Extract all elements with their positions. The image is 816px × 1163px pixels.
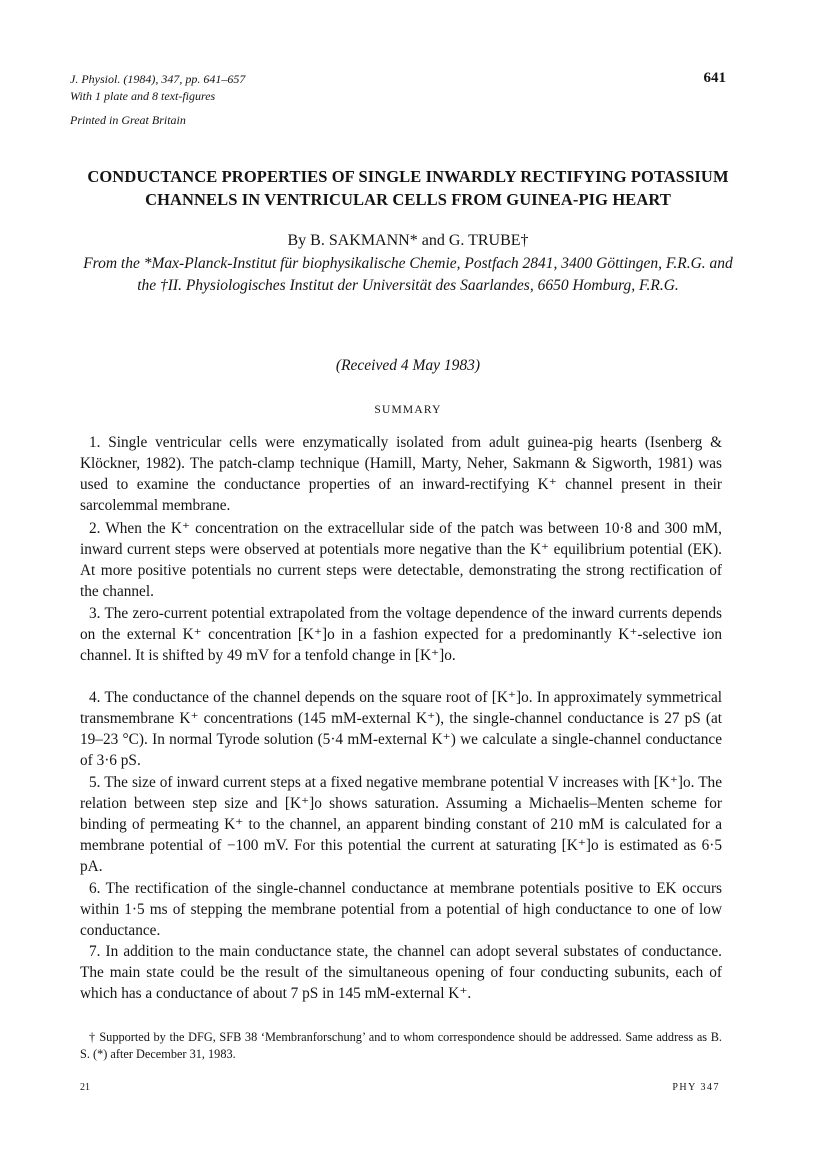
footnote: † Supported by the DFG, SFB 38 ‘Membranforschung’ and to whom correspondence should be addressed. Same address as B. S. (*) after December 31, 1983. — [80, 1030, 722, 1061]
author-affiliation: From the *Max-Planck-Institut für biophysikalische Chemie, Postfach 2841, 3400 Göttingen, F.R.G. and the †II. Physiologisches Institut der Universität des Saarlandes, 6650 Homburg, F.R.G. — [83, 255, 733, 294]
received-date: (Received 4 May 1983) — [335, 357, 481, 374]
printed-in-note: Printed in Great Britain — [70, 113, 186, 127]
author-line — [0, 232, 816, 250]
summary-paragraph-4: 4. The conductance of the channel depends on the square root of [K⁺]o. In approximately symmetrical transmembrane K⁺ concentrations (145 mM-external K⁺), the single-channel conductance is 27 pS (at 19–23 °C). In normal Tyrode solution (5·4 mM-external K⁺) we calculate a single-channel conductance of 3·6 pS. — [80, 689, 722, 769]
article-title: CONDUCTANCE PROPERTIES OF SINGLE INWARDLY RECTIFYING POTASSIUM CHANNELS IN VENTRICULAR CELLS FROM GUINEA-PIG HEART — [87, 167, 729, 209]
footer-signature-number: 21 — [80, 1082, 90, 1093]
summary-paragraph-7: 7. In addition to the main conductance state, the channel can adopt several substates of conductance. The main state could be the result of the simultaneous opening of four conducting subunits, each of which has a conductance of about 7 pS in 145 mM-external K⁺. — [80, 943, 722, 1002]
summary-paragraph-2: 2. When the K⁺ concentration on the extracellular side of the patch was between 10·8 and 300 mM, inward current steps were observed at potentials more negative than the K⁺ equilibrium potential (EK). At more positive potentials no current steps were detectable, demonstrating the strong rectification of the channel. — [80, 520, 722, 600]
summary-heading: SUMMARY — [374, 404, 442, 416]
figures-note: With 1 plate and 8 text-figures — [70, 89, 216, 103]
summary-paragraph-6: 6. The rectification of the single-channel conductance at membrane potentials positive to EK occurs within 1·5 ms of stepping the membrane potential from a potential of high conductance to one of low conductance. — [80, 880, 722, 939]
summary-paragraph-1: 1. Single ventricular cells were enzymatically isolated from adult guinea-pig hearts (Isenberg & Klöckner, 1982). The patch-clamp technique (Hamill, Marty, Neher, Sakmann & Sigworth, 1981) was used to examine the conductance properties of an inward-rectifying K⁺ channel present in their sarcolemmal membrane. — [80, 434, 722, 514]
page-number: 641 — [703, 70, 726, 86]
footer-journal-code: PHY 347 — [672, 1082, 720, 1093]
journal-citation: J. Physiol. (1984), 347, pp. 641–657 — [70, 72, 246, 86]
authors-prefix: By — [287, 232, 311, 249]
summary-paragraph-5: 5. The size of inward current steps at a fixed negative membrane potential V increases with [K⁺]o. The relation between step size and [K⁺]o shows saturation. Assuming a Michaelis–Menten scheme for binding of permeating K⁺ to the channel, an apparent binding constant of 210 mM is calculated for a membrane potential of −100 mV. For this potential the current at saturating [K⁺]o is estimated as 6·5 pA. — [80, 774, 722, 875]
author-names: B. SAKMANN* and G. TRUBE† — [310, 232, 529, 249]
summary-paragraph-3: 3. The zero-current potential extrapolated from the voltage dependence of the inward currents depends on the external K⁺ concentration [K⁺]o in a fashion expected for a predominantly K⁺-selective ion channel. It is shifted by 49 mV for a tenfold change in [K⁺]o. — [80, 605, 722, 664]
